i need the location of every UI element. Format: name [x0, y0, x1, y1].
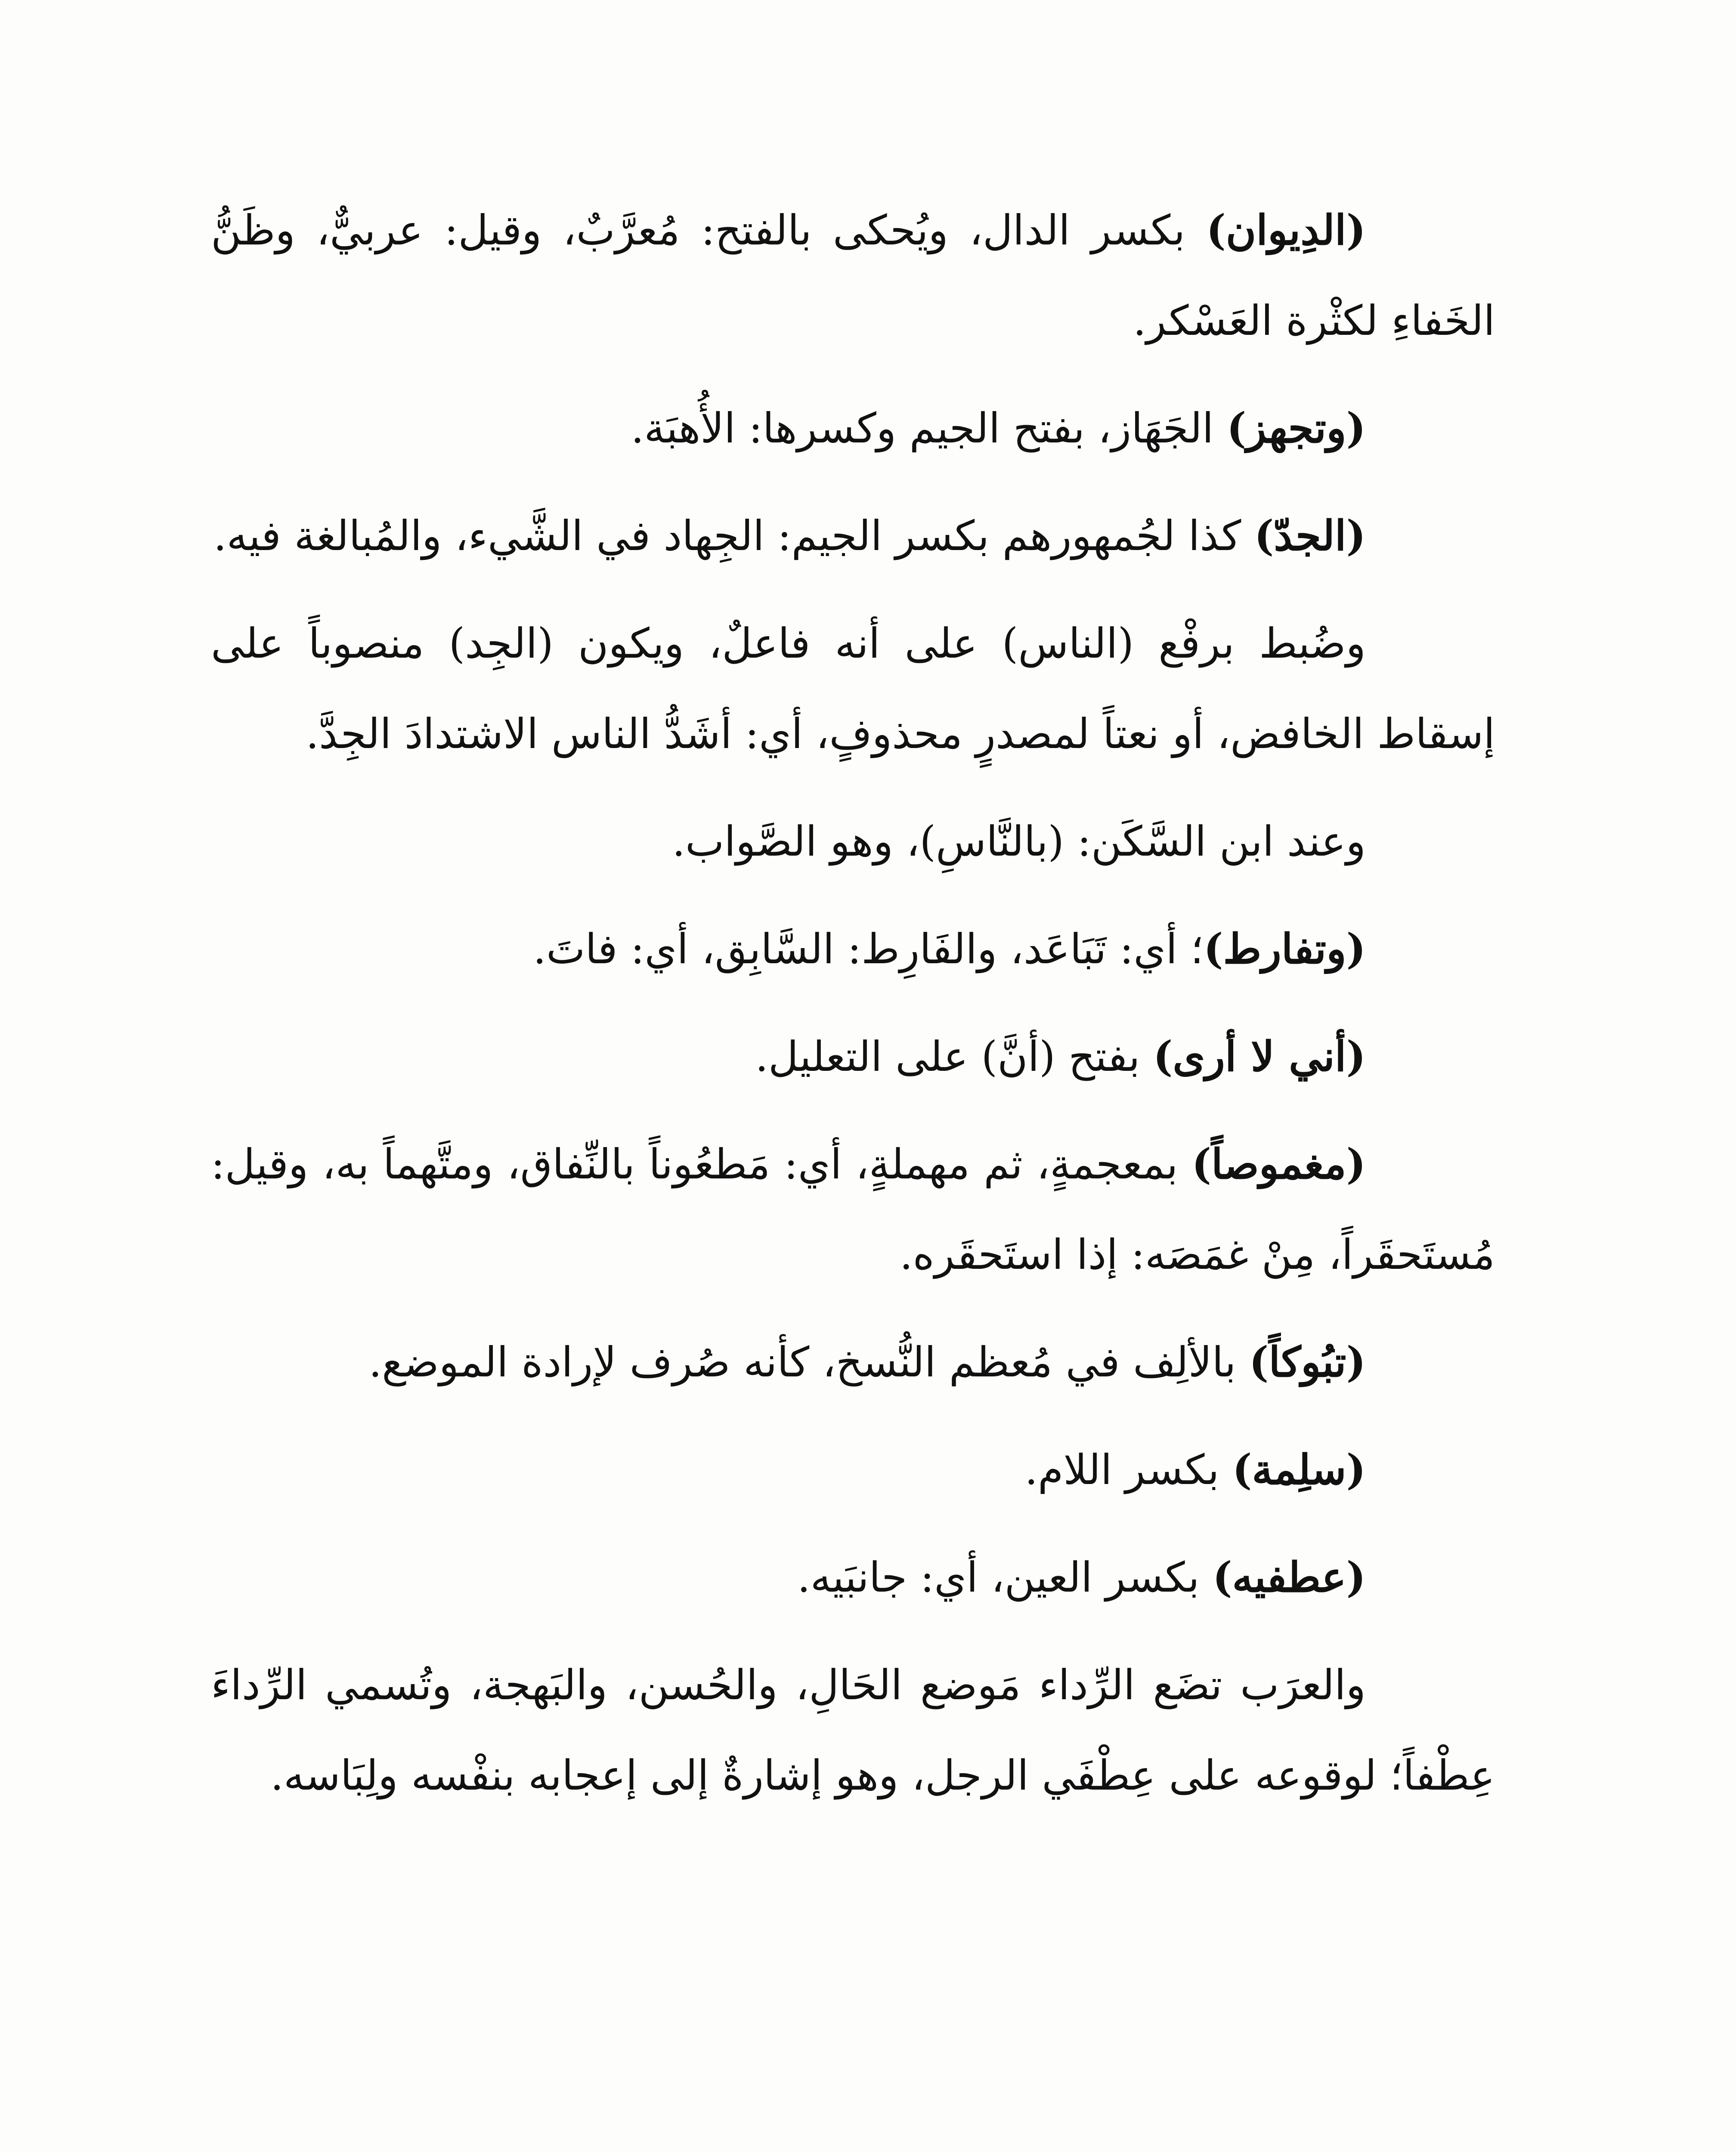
paragraph-dubita: [211, 598, 1495, 779]
entry-body: والعرَب تضَع الرِّداء مَوضع الحَالِ، والحُسن، والبَهجة، وتُسمي الرِّداءَ عِطْفاً؛ لوقوعه على عِطْفَي الرجل، وهو إشارةٌ إلى إعجابه بنفْسه ولِبَاسه.: [211, 1661, 1495, 1800]
entry-head: (وتجهز): [1226, 404, 1366, 452]
paragraph-ibn-alsakan: [211, 796, 1495, 887]
entry-head: (مغموصاً): [1191, 1140, 1366, 1188]
entry-head: (وتفارط): [1204, 924, 1366, 973]
paragraph-al-arab: [211, 1640, 1495, 1821]
paragraph-jidd: [211, 491, 1495, 581]
paragraph-salima: [211, 1425, 1495, 1515]
entry-head: (سلِمة): [1232, 1445, 1366, 1494]
entry-body: بفتح (أنَّ) على التعليل.: [755, 1033, 1153, 1081]
paragraph-tabukan: [211, 1317, 1495, 1407]
entry-body: الجَهَاز، بفتح الجيم وكسرها: الأُهبَة.: [631, 404, 1227, 452]
paragraph-itfayhi: [211, 1532, 1495, 1623]
entry-head: (عطفيه): [1213, 1553, 1366, 1602]
entry-body: بالألِف في مُعظم النُّسخ، كأنه صُرف لإرادة الموضع.: [368, 1338, 1249, 1386]
entry-body: وضُبط برفْع (الناس) على أنه فاعلٌ، ويكون (الجِد) منصوباً على إسقاط الخافض، أو نعتاً لمصدرٍ محذوفٍ، أي: أشَدُّ الناس الاشتدادَ الجِدَّ.: [211, 619, 1495, 758]
entry-head: (الدِيوان): [1206, 206, 1366, 254]
entry-head: (الجدّ): [1254, 511, 1366, 560]
entry-body: بمعجمةٍ، ثم مهملةٍ، أي: مَطعُوناً بالنِّفاق، ومتَّهماً به، وقيل: مُستَحقَراً، مِنْ غمَصَه: إذا استَحقَره.: [211, 1140, 1495, 1279]
entry-head: (أني لا أرى): [1153, 1032, 1366, 1081]
paragraph-anni-la-ara: [211, 1011, 1495, 1102]
entry-body: بكسر الدال، ويُحكى بالفتح: مُعرَّبٌ، وقيل: عربيٌّ، وظَنُّ الخَفاءِ لكثْرة العَسْكر.: [211, 206, 1495, 345]
paragraph-tafarat: [211, 904, 1495, 994]
paragraph-maghmusan: [211, 1119, 1495, 1300]
entry-body: كذا لجُمهورهم بكسر الجيم: الجِهاد في الشَّيء، والمُبالغة فيه.: [213, 512, 1254, 560]
entry-body: وعند ابن السَّكَن: (بالنَّاسِ)، وهو الصَّواب.: [672, 817, 1366, 866]
paragraph-diwan: [211, 185, 1495, 366]
paragraph-tajahhuz: [211, 383, 1495, 473]
entry-body: بكسر اللام.: [1024, 1446, 1232, 1494]
entry-head: (تبُوكاً): [1249, 1338, 1366, 1386]
entry-body: بكسر العين، أي: جانبَيه.: [797, 1553, 1213, 1602]
entry-body: ؛ أي: تَبَاعَد، والفَارِط: السَّابِق، أي: فاتَ.: [533, 925, 1204, 973]
main-text: [211, 185, 1495, 1838]
